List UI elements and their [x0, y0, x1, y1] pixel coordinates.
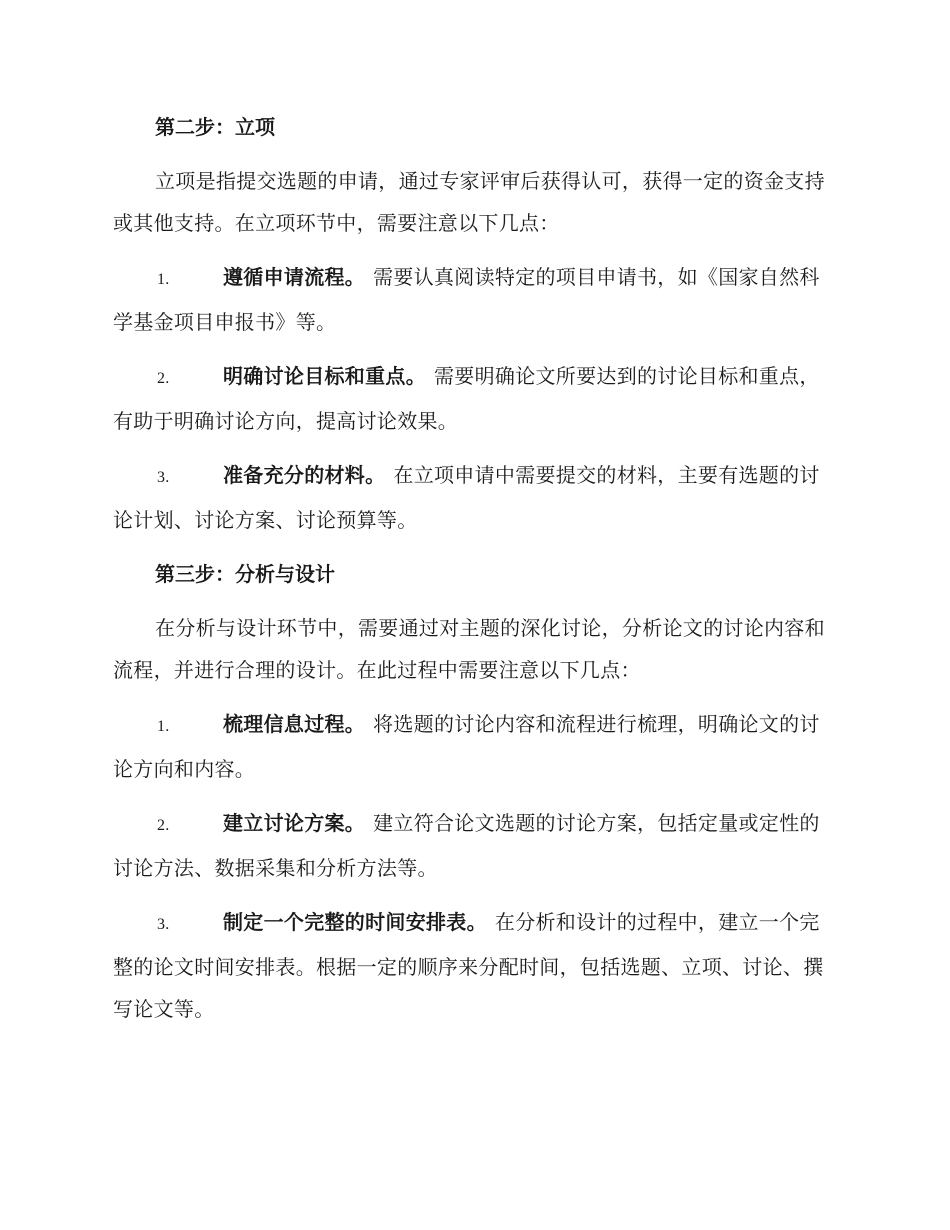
list-item-text: 需要明确论文所要达到的讨论目标和重点，有助于明确讨论方向，提高讨论效果。: [113, 364, 820, 433]
list-item-number: 1.: [157, 718, 170, 735]
section-heading: 第二步：立项: [155, 115, 275, 139]
section-heading: 第三步：分析与设计: [155, 562, 335, 586]
list-item: [113, 901, 839, 1030]
list-item-number: 2.: [157, 817, 170, 834]
list-item-text: 在分析和设计的过程中，建立一个完整的论文时间安排表。根据一定的顺序来分配时间，包括选题、立项、讨论、撰写论文等。: [113, 910, 824, 1021]
list-item: [113, 256, 839, 343]
list-item-lead: 遵循申请流程。: [223, 265, 366, 289]
list-item-number: 1.: [157, 271, 170, 288]
list-item-text: 需要认真阅读特定的项目申请书，如《国家自然科学基金项目申报书》等。: [113, 265, 820, 334]
list-item: [113, 703, 839, 790]
list-item-lead: 梳理信息过程。: [223, 712, 366, 736]
list-item-number: 2.: [157, 370, 170, 387]
list-item-lead: 明确讨论目标和重点。: [223, 364, 426, 388]
list-item-text: 建立符合论文选题的讨论方案，包括定量或定性的讨论方法、数据采集和分析方法等。: [113, 811, 820, 880]
list-item-lead: 建立讨论方案。: [223, 811, 366, 835]
list-item-lead: 准备充分的材料。: [223, 463, 386, 487]
section-intro: 在分析与设计环节中，需要通过对主题的深化讨论，分析论文的讨论内容和流程，并进行合理的设计。在此过程中需要注意以下几点：: [113, 616, 825, 682]
list-item-number: 3.: [157, 916, 170, 933]
section-intro: 立项是指提交选题的申请，通过专家评审后获得认可，获得一定的资金支持或其他支持。在立项环节中，需要注意以下几点：: [113, 169, 825, 235]
list-item: [113, 802, 839, 889]
list-item-lead: 制定一个完整的时间安排表。: [223, 910, 487, 934]
list-item-text: 在立项申请中需要提交的材料，主要有选题的讨论计划、讨论方案、讨论预算等。: [113, 463, 820, 532]
list-item: [113, 454, 839, 541]
document-page: [113, 106, 839, 1042]
list-item-number: 3.: [157, 469, 170, 486]
list-item-text: 将选题的讨论内容和流程进行梳理，明确论文的讨论方向和内容。: [113, 712, 820, 781]
list-item: [113, 355, 839, 442]
